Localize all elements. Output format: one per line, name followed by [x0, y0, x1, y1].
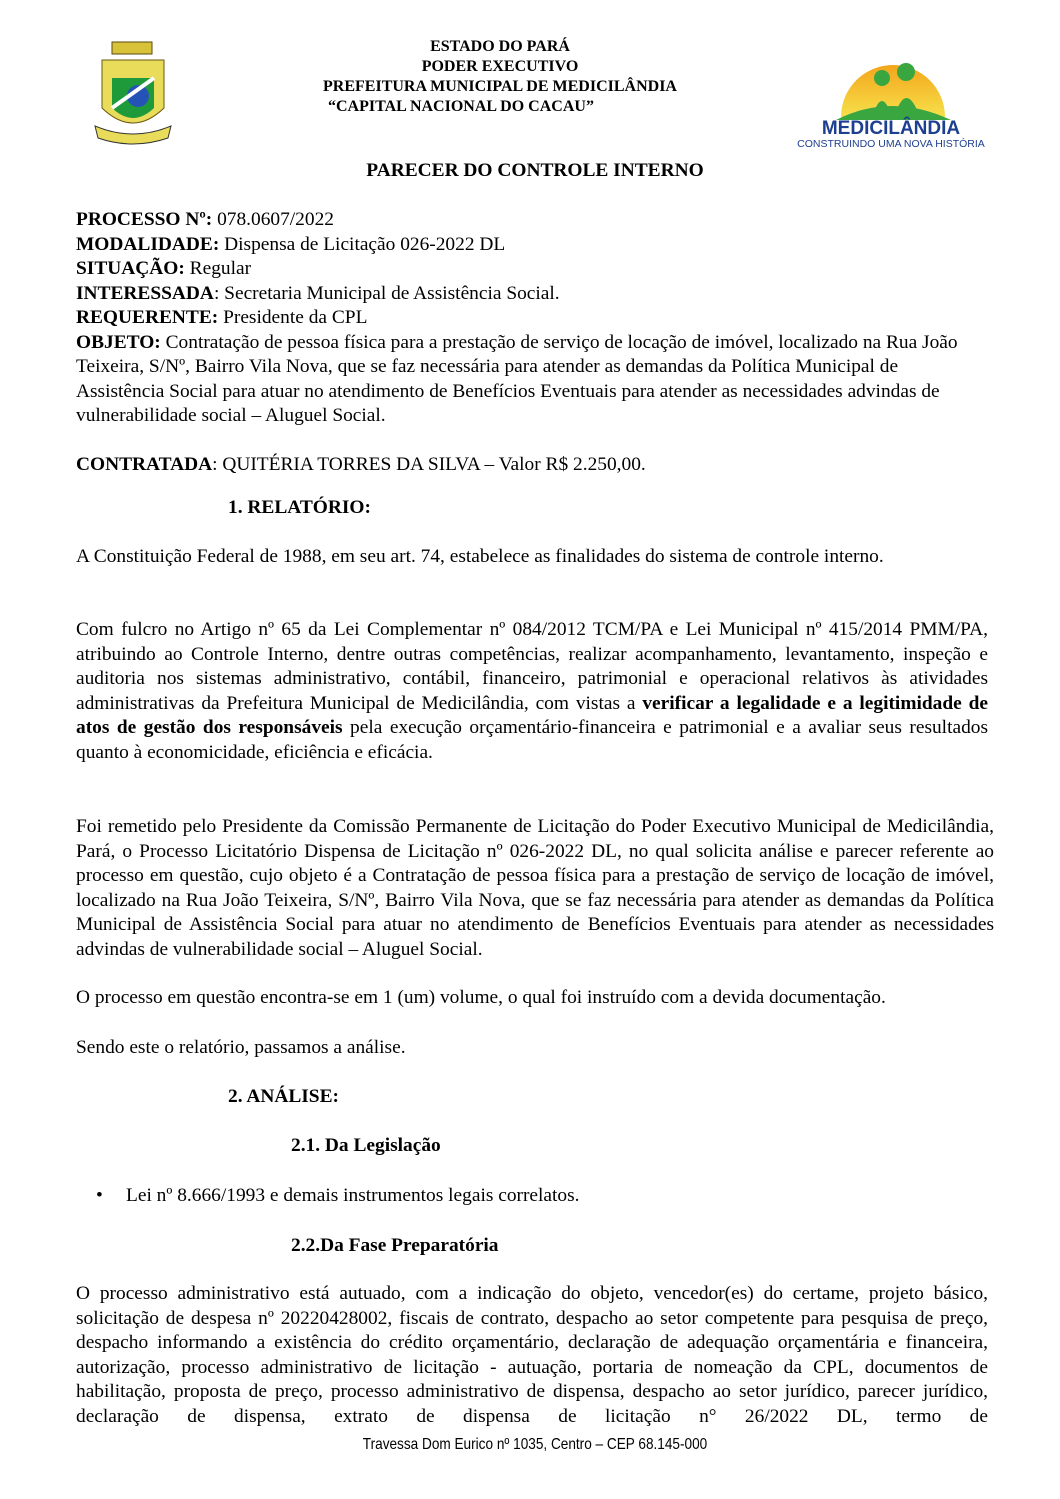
bullet-item: • Lei nº 8.666/1993 e demais instrumentos legais correlatos.: [76, 1184, 988, 1209]
field-modalidade: MODALIDADE: Dispensa de Licitação 026-2022 DL: [76, 233, 506, 255]
letterhead-line: “CAPITAL NACIONAL DO CACAU”: [328, 98, 594, 115]
field-requerente: REQUERENTE: Presidente da CPL: [76, 307, 368, 328]
letterhead: [250, 37, 750, 117]
coat-of-arms-logo: [90, 38, 176, 150]
field-contratada: CONTRATADA: QUITÉRIA TORRES DA SILVA – Valor R$ 2.250,00.: [76, 454, 646, 475]
subsection-fase-preparatoria-heading: 2.2.Da Fase Preparatória: [291, 1235, 499, 1256]
paragraph: Com fulcro no Artigo nº 65 da Lei Complementar nº 084/2012 TCM/PA e Lei Municipal nº 415/2014 PMM/PA, atribuindo ao Controle Interno, dentre outras competências, realizar acompanhamento, levantamento, inspeção e auditoria nos sistemas administrativo, contábil, financeiro, patrimonial e operacional relativos às atividades administrativas da Prefeitura Municipal de Medicilândia, com vistas a verificar a legalidade e a legitimidade de atos de gestão dos responsáveis pela execução orçamentário-financeira e patrimonial e a avaliar seus resultados quanto à economicidade, eficiência e eficácia.: [76, 619, 989, 763]
paragraph: O processo administrativo está autuado, com a indicação do objeto, vencedor(es) do certame, projeto básico, solicitação de despesa nº 20220428002, fiscais de contrato, despacho ao setor competente para pesquisa de preço, despacho informando a existência do crédito orçamentário, declaração de adequação orçamentária e financeira, autorização, processo administrativo de licitação - autuação, portaria de nomeação da CPL, documentos de habilitação, proposta de preço, processo administrativo de dispensa, despacho ao setor jurídico, parecer jurídico, declaração de dispensa, extrato de dispensa de licitação n° 26/2022 DL, termo de: [76, 1283, 988, 1427]
paragraph: Sendo este o relatório, passamos a análise.: [76, 1037, 406, 1058]
section-analise-heading: 2. ANÁLISE:: [228, 1086, 339, 1107]
process-fields: [76, 208, 988, 429]
subsection-legislacao-heading: 2.1. Da Legislação: [291, 1135, 441, 1156]
sun-people-icon: [786, 32, 996, 122]
paragraph: A Constituição Federal de 1988, em seu art. 74, estabelece as finalidades do sistema de controle interno.: [76, 546, 884, 567]
document-title: PARECER DO CONTROLE INTERNO: [366, 160, 704, 181]
logo-name: MEDICILÂNDIA: [821, 118, 961, 139]
field-interessada: INTERESSADA: Secretaria Municipal de Assistência Social.: [76, 282, 560, 304]
paragraph: O processo em questão encontra-se em 1 (um) volume, o qual foi instruído com a devida documentação.: [76, 987, 886, 1008]
letterhead-line: ESTADO DO PARÁ: [430, 38, 570, 55]
bullet-icon: •: [96, 1185, 103, 1206]
field-objeto: OBJETO: Contratação de pessoa física para a prestação de serviço de locação de imóvel, localizado na Rua João Teixeira, S/Nº, Bairro Vila Nova, que se faz necessária para atender as demandas da Política Municipal de Assistência Social para atuar no atendimento de Benefícios Eventuais para atender as necessidades advindas de vulnerabilidade social – Aluguel Social.: [76, 331, 958, 426]
logo-tagline: CONSTRUINDO UMA NOVA HISTÓRIA: [797, 138, 985, 150]
letterhead-line: PREFEITURA MUNICIPAL DE MEDICILÂNDIA: [323, 78, 677, 95]
field-situacao: SITUAÇÃO: Regular: [76, 258, 252, 279]
letterhead-line: PODER EXECUTIVO: [421, 58, 579, 75]
paragraph: Foi remetido pelo Presidente da Comissão Permanente de Licitação do Poder Executivo Municipal de Medicilândia, Pará, o Processo Licitatório Dispensa de Licitação nº 026-2022 DL, no qual solicita análise e parecer referente ao processo em questão, cujo objeto é a Contratação de pessoa física para a prestação de serviço de locação de imóvel, localizado na Rua João Teixeira, S/Nº, Bairro Vila Nova, que se faz necessária para atender as demandas da Política Municipal de Assistência Social para atuar no atendimento de Benefícios Eventuais para atender as necessidades advindas de vulnerabilidade social – Aluguel Social.: [76, 816, 994, 960]
section-relatorio-heading: 1. RELATÓRIO:: [228, 497, 371, 518]
medicilandia-logo: [786, 32, 996, 152]
field-processo: PROCESSO Nº: 078.0607/2022: [76, 209, 334, 230]
page-footer: Travessa Dom Eurico nº 1035, Centro – CEP 68.145-000: [362, 1436, 708, 1453]
